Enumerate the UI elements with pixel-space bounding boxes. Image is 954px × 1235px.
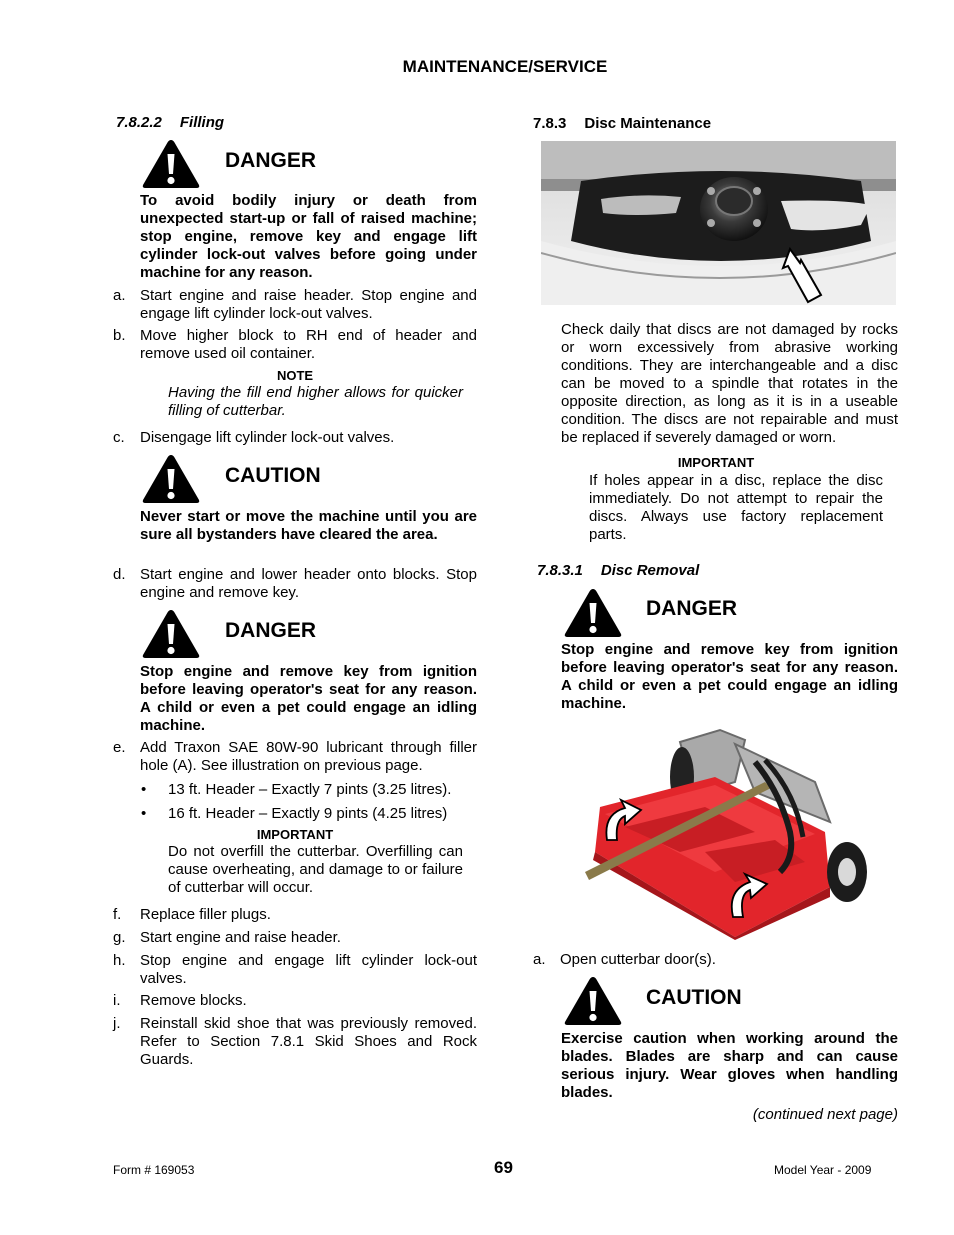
step-a (533, 951, 898, 971)
step-label: i. (113, 992, 121, 1009)
step-text: Remove blocks. (140, 992, 247, 1009)
section-heading-filling (116, 114, 224, 131)
step-a (113, 287, 477, 327)
section-title: Disc Maintenance (584, 115, 712, 132)
section-number: 7.8.3 (533, 115, 567, 132)
caution-heading: CAUTION (225, 464, 321, 487)
section-number: 7.8.2.2 (116, 114, 162, 131)
step-f (113, 906, 477, 926)
important-title: IMPORTANT (256, 827, 334, 842)
danger-text: Stop engine and remove key from ignition before leaving operator's seat for any reason. A child or even a pet could engage an idling machine. (140, 663, 477, 734)
step-text: Start engine and raise header. (140, 929, 341, 946)
step-label: d. (113, 566, 126, 583)
step-i (113, 992, 477, 1012)
step-label: j. (113, 1015, 121, 1032)
bullet-icon: • (141, 781, 147, 798)
step-text: Add Traxon SAE 80W-90 lubricant through filler hole (A). See illustration on previous page. (140, 739, 477, 774)
step-text: Stop engine and engage lift cylinder lock-out valves. (140, 952, 477, 987)
section-title: Disc Removal (600, 562, 700, 579)
page-number: 69 (494, 1158, 513, 1177)
list-item (141, 781, 471, 801)
step-text: Open cutterbar door(s). (560, 951, 716, 968)
warning-triangle-icon (563, 587, 623, 639)
section-title: Filling (179, 114, 225, 131)
step-label: a. (113, 287, 126, 304)
warning-triangle-icon (141, 453, 201, 505)
important-text: Do not overfill the cutterbar. Overfilling can cause overheating, and damage to or failure of cutterbar will occur. (168, 843, 463, 896)
danger-text: To avoid bodily injury or death from unexpected start-up or fall of raised machine; stop engine, remove key and engage lift cylinder lock-out valves before going under machine for any reason. (140, 192, 477, 281)
bullet-icon: • (141, 805, 147, 822)
bullet-text: 16 ft. Header – Exactly 9 pints (4.25 litres) (168, 805, 448, 822)
step-c (113, 429, 477, 449)
step-j (113, 1015, 477, 1075)
step-label: c. (113, 429, 125, 446)
caution-text: Exercise caution when working around the blades. Blades are sharp and can cause serious injury. Wear gloves when handling blades. (561, 1030, 898, 1101)
footer-model-year: Model Year - 2009 (774, 1163, 872, 1177)
step-label: a. (533, 951, 546, 968)
continued-note: (continued next page) (752, 1106, 898, 1123)
step-text: Disengage lift cylinder lock-out valves. (140, 429, 395, 446)
step-e (113, 739, 477, 779)
danger-heading: DANGER (225, 149, 317, 172)
danger-heading: DANGER (646, 597, 738, 620)
footer-form-number: Form # 169053 (113, 1163, 195, 1177)
mower-photo (585, 722, 872, 940)
disc-photo (541, 141, 896, 305)
step-label: b. (113, 327, 126, 344)
step-b (113, 327, 477, 367)
important-title: IMPORTANT (677, 455, 755, 470)
step-g (113, 929, 477, 949)
step-label: f. (113, 906, 122, 923)
danger-text: Stop engine and remove key from ignition before leaving operator's seat for any reason. A child or even a pet could engage an idling machine. (561, 641, 898, 712)
step-text: Start engine and raise header. Stop engine and engage lift cylinder lock-out valves. (140, 287, 477, 322)
section-heading-disc-maintenance (533, 115, 711, 132)
warning-triangle-icon (141, 608, 201, 660)
step-h (113, 952, 477, 992)
warning-triangle-icon (141, 138, 201, 190)
step-label: h. (113, 952, 126, 969)
section-number: 7.8.3.1 (537, 562, 583, 579)
danger-heading: DANGER (225, 619, 317, 642)
note-text: Having the fill end higher allows for quicker filling of cutterbar. (168, 384, 463, 419)
note-title: NOTE (276, 368, 314, 383)
section-heading-disc-removal (537, 562, 699, 579)
step-label: g. (113, 929, 126, 946)
disc-maintenance-paragraph: Check daily that discs are not damaged by rocks or worn excessively from abrasive working conditions. They are interchangeable and a disc can be moved to a spindle that rotates in the opposite direction, as long as it is in a useable condition. The discs are not repairable and must be replaced if severely damaged or worn. (561, 321, 898, 446)
bullet-text: 13 ft. Header – Exactly 7 pints (3.25 litres). (168, 781, 452, 798)
caution-text: Never start or move the machine until you are sure all bystanders have cleared the area. (140, 508, 477, 543)
step-label: e. (113, 739, 126, 756)
caution-heading: CAUTION (646, 986, 742, 1009)
list-item (141, 805, 471, 825)
warning-triangle-icon (563, 975, 623, 1027)
step-text: Move higher block to RH end of header and remove used oil container. (140, 327, 477, 362)
step-d (113, 566, 477, 606)
page-header-title: MAINTENANCE/SERVICE (402, 57, 608, 76)
important-text: If holes appear in a disc, replace the disc immediately. Do not attempt to repair the discs. Always use factory replacement parts. (589, 472, 883, 543)
step-text: Replace filler plugs. (140, 906, 271, 923)
step-text: Reinstall skid shoe that was previously removed. Refer to Section 7.8.1 Skid Shoes and Rock Guards. (140, 1015, 477, 1068)
step-text: Start engine and lower header onto blocks. Stop engine and remove key. (140, 566, 477, 601)
